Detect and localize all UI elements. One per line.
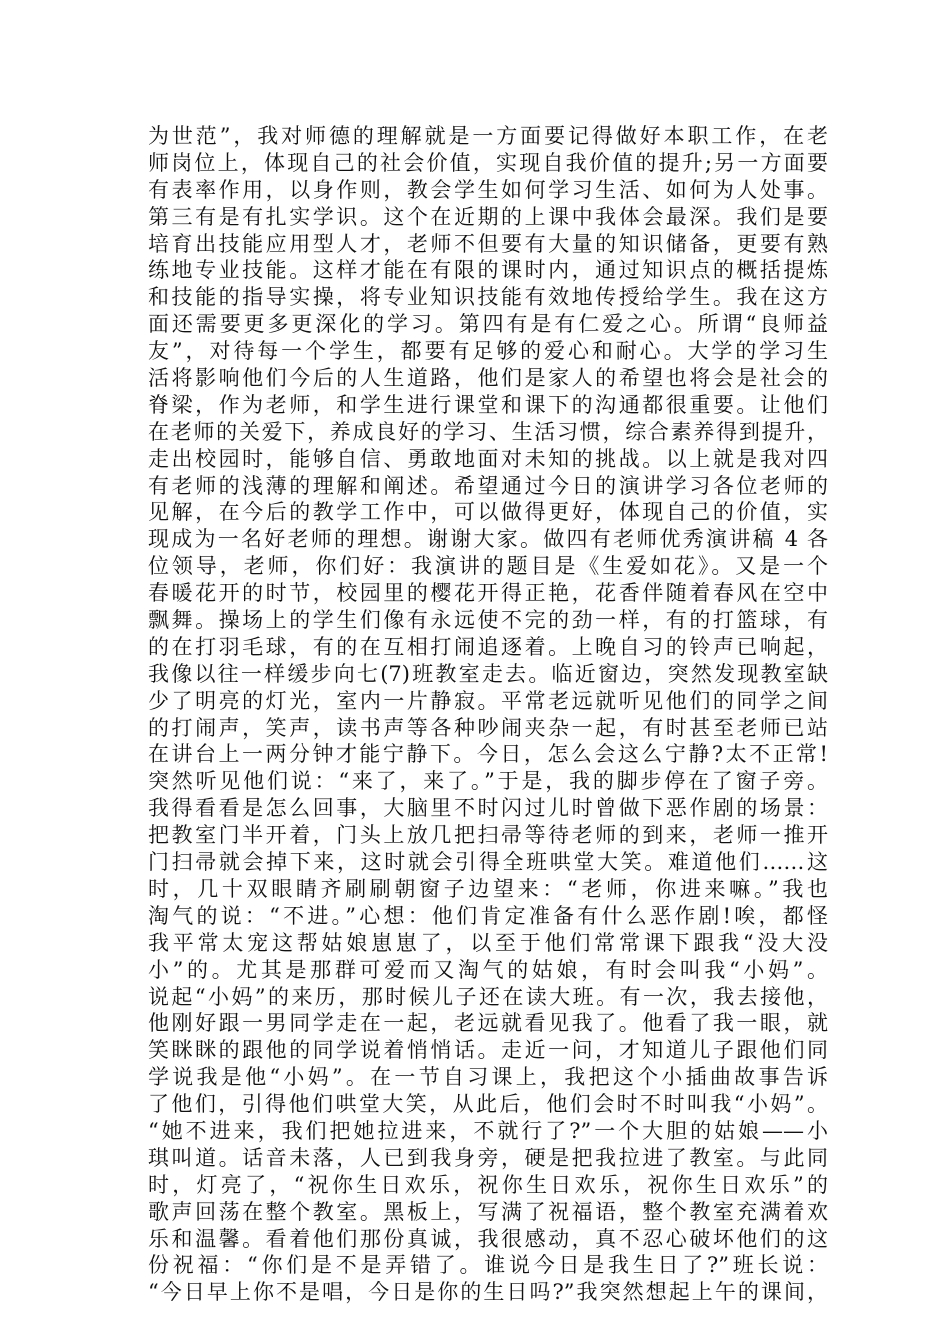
text-line: 位领导，老师，你们好：我演讲的题目是《生爱如花》。又是一个	[148, 554, 828, 579]
text-line: 为世范”，我对师德的理解就是一方面要记得做好本职工作，在老	[148, 124, 828, 148]
text-line: 的在打羽毛球，有的在互相打闹追逐着。上晚自习的铃声已响起，	[148, 634, 828, 659]
text-line: 我像以往一样缓步向七(7)班教室走去。临近窗边，突然发现教室缺	[148, 661, 828, 686]
text-line: 在老师的关爱下，养成良好的学习、生活习惯，综合素养得到提升，	[148, 419, 828, 444]
text-line: 的打闹声，笑声，读书声等各种吵闹夹杂一起，有时甚至老师已站	[148, 715, 828, 740]
text-line: 时，灯亮了，“祝你生日欢乐，祝你生日欢乐，祝你生日欢乐”的	[148, 1172, 828, 1197]
text-line: 突然听见他们说：“来了，来了。”于是，我的脚步停在了窗子旁。	[148, 769, 828, 794]
text-line: 飘舞。操场上的学生们像有永远使不完的劲一样，有的打篮球，有	[148, 608, 828, 633]
document-body	[148, 123, 828, 1306]
text-line: 第三有是有扎实学识。这个在近期的上课中我体会最深。我们是要	[148, 204, 828, 229]
text-line: 现成为一名好老师的理想。谢谢大家。做四有老师优秀演讲稿 4 各	[148, 527, 828, 552]
text-line: 我得看看是怎么回事，大脑里不时闪过儿时曾做下恶作剧的场景：	[148, 796, 828, 821]
text-line: 走出校园时，能够自信、勇敢地面对未知的挑战。以上就是我对四	[148, 446, 828, 471]
text-line: 少了明亮的灯光，室内一片静寂。平常老远就听见他们的同学之间	[148, 688, 828, 713]
text-line: 见解，在今后的教学工作中，可以做得更好，体现自己的价值，实	[148, 500, 828, 525]
text-line: 了他们，引得他们哄堂大笑，从此后，他们会时不时叫我“小妈”。	[148, 1092, 828, 1117]
text-line: “她不进来，我们把她拉进来，不就行了?”一个大胆的姑娘——小	[148, 1118, 828, 1143]
text-line: 和技能的指导实操，将专业知识技能有效地传授给学生。我在这方	[148, 285, 828, 310]
text-line: 乐和温馨。看着他们那份真诚，我很感动，真不忍心破坏他们的这	[148, 1226, 828, 1251]
text-line: 面还需要更多更深化的学习。第四有是有仁爱之心。所谓“良师益	[148, 312, 828, 337]
text-line: 他刚好跟一男同学走在一起，老远就看见我了。他看了我一眼，就	[148, 1011, 828, 1036]
text-line: 时，几十双眼睛齐刷刷朝窗子边望来：“老师，你进来嘛。”我也	[148, 876, 828, 901]
text-line: 师岗位上，体现自己的社会价值，实现自我价值的提升;另一方面要	[148, 150, 828, 175]
text-line: 有老师的浅薄的理解和阐述。希望通过今日的演讲学习各位老师的	[148, 473, 828, 498]
text-line: 学说我是他“小妈”。在一节自习课上，我把这个小插曲故事告诉	[148, 1065, 828, 1090]
text-line: 份祝福：“你们是不是弄错了。谁说今日是我生日了?”班长说：	[148, 1253, 828, 1278]
text-line: 我平常太宠这帮姑娘崽崽了，以至于他们常常课下跟我“没大没	[148, 930, 828, 955]
text-line: 练地专业技能。这样才能在有限的课时内，通过知识点的概括提炼	[148, 258, 828, 283]
text-line: 说起“小妈”的来历，那时候儿子还在读大班。有一次，我去接他，	[148, 984, 828, 1009]
text-line: 友”，对待每一个学生，都要有足够的爱心和耐心。大学的学习生	[148, 339, 828, 364]
text-line: 淘气的说：“不进。”心想：他们肯定准备有什么恶作剧!唉，都怪	[148, 903, 828, 928]
text-line: 春暖花开的时节，校园里的樱花开得正艳，花香伴随着春风在空中	[148, 581, 828, 606]
text-line: 活将影响他们今后的人生道路，他们是家人的希望也将会是社会的	[148, 366, 828, 391]
text-line: 门扫帚就会掉下来，这时就会引得全班哄堂大笑。难道他们……这	[148, 850, 828, 875]
text-line: 歌声回荡在整个教室。黑板上，写满了祝福语，整个教室充满着欢	[148, 1199, 828, 1224]
text-line: 脊梁，作为老师，和学生进行课堂和课下的沟通都很重要。让他们	[148, 392, 828, 417]
text-line: 把教室门半开着，门头上放几把扫帚等待老师的到来，老师一推开	[148, 823, 828, 848]
text-line: 有表率作用，以身作则，教会学生如何学习生活、如何为人处事。	[148, 177, 828, 202]
text-line: 琪叫道。话音未落，人已到我身旁，硬是把我拉进了教室。与此同	[148, 1145, 828, 1170]
text-line: 小”的。尤其是那群可爱而又淘气的姑娘，有时会叫我“小妈”。	[148, 957, 828, 982]
text-line: “今日早上你不是唱，今日是你的生日吗?”我突然想起上午的课间，	[148, 1280, 828, 1305]
text-line: 笑眯眯的跟他的同学说着悄悄话。走近一问，才知道儿子跟他们同	[148, 1038, 828, 1063]
text-line: 在讲台上一两分钟才能宁静下。今日，怎么会这么宁静?太不正常!	[148, 742, 828, 767]
text-line: 培育出技能应用型人才，老师不但要有大量的知识储备，更要有熟	[148, 231, 828, 256]
